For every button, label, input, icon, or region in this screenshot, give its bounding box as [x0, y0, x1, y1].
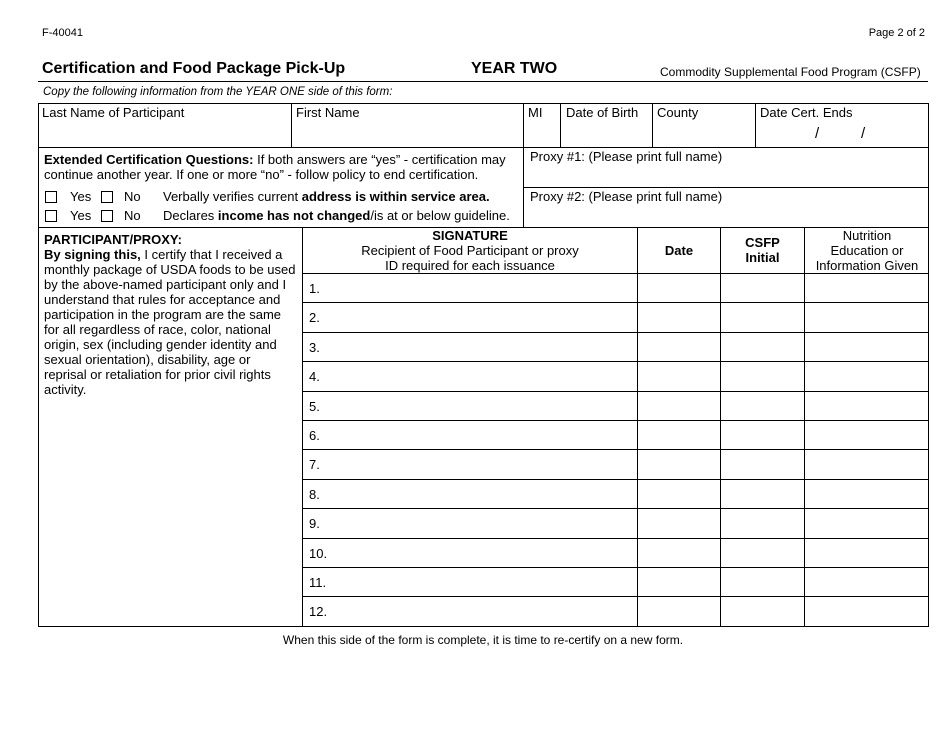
date-separator: / — [815, 125, 820, 142]
signature-cell[interactable] — [303, 333, 637, 361]
signature-cell[interactable] — [303, 303, 637, 331]
date-cell[interactable] — [638, 392, 720, 420]
question-income — [163, 208, 510, 223]
signature-cell[interactable] — [303, 450, 637, 478]
signature-cell[interactable] — [303, 392, 637, 420]
divider — [523, 103, 524, 148]
signature-row-number: 2. — [309, 310, 320, 325]
extended-cert-line2: continue another year. If one or more “no” - follow policy to end certification. — [44, 167, 479, 182]
csfp-initial-cell[interactable] — [721, 597, 804, 625]
nutrition-cell[interactable] — [805, 362, 929, 390]
form-id: F-40041 — [42, 27, 83, 39]
signature-header-sub1: Recipient of Food Participant or proxy — [361, 243, 579, 258]
divider — [291, 103, 292, 148]
date-cell[interactable] — [638, 539, 720, 567]
question-address-prefix: Verbally verifies current — [163, 189, 302, 204]
signature-row-number: 7. — [309, 457, 320, 472]
signature-row-number: 4. — [309, 369, 320, 384]
nutrition-cell[interactable] — [805, 480, 929, 508]
date-cell[interactable] — [638, 597, 720, 625]
q2-yes-label: Yes — [70, 208, 92, 223]
last-name-field[interactable]: Last Name of Participant — [42, 105, 185, 120]
nutrition-cell[interactable] — [805, 392, 929, 420]
question-address-bold: address is within service area. — [301, 189, 490, 204]
certification-statement — [44, 232, 296, 397]
certification-body: I certify that I received a monthly package of USDA foods to be used by the above-named participant only and I understand that rules for acceptance and participation in the program are the same for all regardless of race, color, national origin, sex (including gender identity and sexual orientation), disability, age or reprisal or retaliation for prior civil rights activity. — [44, 247, 296, 397]
csfp-initial-cell[interactable] — [721, 450, 804, 478]
signature-cell[interactable] — [303, 421, 637, 449]
csfp-initial-cell[interactable] — [721, 362, 804, 390]
cert-ends-field[interactable]: Date Cert. Ends — [760, 105, 853, 120]
signature-row-number: 9. — [309, 516, 320, 531]
csfp-initial-cell[interactable] — [721, 539, 804, 567]
divider — [560, 103, 561, 148]
date-cell[interactable] — [638, 333, 720, 361]
program-name: Commodity Supplemental Food Program (CSFP) — [660, 65, 921, 79]
question-income-bold: income has not changed — [217, 208, 371, 223]
proxy1-field[interactable]: Proxy #1: (Please print full name) — [530, 149, 723, 164]
csfp-initial-cell[interactable] — [721, 303, 804, 331]
proxy2-field[interactable]: Proxy #2: (Please print full name) — [530, 189, 723, 204]
nutrition-cell[interactable] — [805, 597, 929, 625]
nutrition-header-line1: Nutrition — [842, 228, 892, 243]
csfp-header-line2: Initial — [745, 250, 780, 265]
extended-cert-heading: Extended Certification Questions: — [44, 152, 254, 167]
signature-row-number: 12. — [309, 604, 328, 619]
csfp-initial-cell[interactable] — [721, 568, 804, 596]
form-title: Certification and Food Package Pick-Up — [42, 60, 346, 77]
csfp-initial-cell[interactable] — [721, 392, 804, 420]
nutrition-cell[interactable] — [805, 509, 929, 537]
signature-row-number: 1. — [309, 281, 320, 296]
q1-no-label: No — [124, 189, 141, 204]
q2-no-checkbox[interactable] — [101, 210, 113, 222]
csfp-initial-header — [721, 235, 804, 265]
certification-lead: By signing this, — [44, 247, 141, 262]
first-name-field[interactable]: First Name — [296, 105, 360, 120]
nutrition-cell[interactable] — [805, 274, 929, 302]
date-cell[interactable] — [638, 568, 720, 596]
middle-initial-field[interactable]: MI — [528, 105, 543, 120]
nutrition-header-line3: Information Given — [815, 258, 919, 273]
date-cell[interactable] — [638, 274, 720, 302]
extended-cert-text — [44, 152, 524, 182]
signature-row-number: 5. — [309, 399, 320, 414]
csfp-initial-cell[interactable] — [721, 333, 804, 361]
divider — [652, 103, 653, 148]
date-separator: / — [861, 125, 866, 142]
date-cell[interactable] — [638, 480, 720, 508]
date-cell[interactable] — [638, 450, 720, 478]
footer-note: When this side of the form is complete, it is time to re-certify on a new form. — [282, 633, 684, 647]
date-header: Date — [664, 243, 694, 258]
signature-cell[interactable] — [303, 362, 637, 390]
signature-cell[interactable] — [303, 597, 637, 625]
nutrition-cell[interactable] — [805, 568, 929, 596]
q1-yes-checkbox[interactable] — [45, 191, 57, 203]
q2-yes-checkbox[interactable] — [45, 210, 57, 222]
nutrition-header — [805, 228, 929, 273]
certification-heading: PARTICIPANT/PROXY: — [44, 232, 182, 247]
header-rule — [38, 81, 928, 82]
nutrition-cell[interactable] — [805, 450, 929, 478]
signature-cell[interactable] — [303, 568, 637, 596]
signature-cell[interactable] — [303, 509, 637, 537]
date-cell[interactable] — [638, 421, 720, 449]
divider — [523, 187, 929, 188]
signature-cell[interactable] — [303, 539, 637, 567]
date-cell[interactable] — [638, 509, 720, 537]
q1-no-checkbox[interactable] — [101, 191, 113, 203]
signature-header-sub2: ID required for each issuance — [385, 258, 555, 273]
signature-header-title: SIGNATURE — [432, 228, 508, 243]
signature-cell[interactable] — [303, 274, 637, 302]
county-field[interactable]: County — [657, 105, 699, 120]
signature-header — [303, 228, 637, 273]
csfp-initial-cell[interactable] — [721, 509, 804, 537]
csfp-initial-cell[interactable] — [721, 480, 804, 508]
q1-yes-label: Yes — [70, 189, 92, 204]
nutrition-cell[interactable] — [805, 539, 929, 567]
signature-row-number: 11. — [309, 575, 327, 590]
q2-no-label: No — [124, 208, 141, 223]
signature-row-number: 6. — [309, 428, 320, 443]
nutrition-cell[interactable] — [805, 421, 929, 449]
divider — [755, 103, 756, 148]
date-of-birth-field[interactable]: Date of Birth — [566, 105, 639, 120]
question-income-prefix: Declares — [163, 208, 218, 223]
question-address — [163, 189, 490, 204]
signature-row-number: 8. — [309, 487, 320, 502]
nutrition-header-line2: Education or — [830, 243, 904, 258]
question-income-suffix: /is at or below guideline. — [370, 208, 510, 223]
extended-cert-line1: If both answers are “yes” - certification may — [253, 152, 506, 167]
date-cell[interactable] — [638, 362, 720, 390]
signature-cell[interactable] — [303, 480, 637, 508]
copy-instruction: Copy the following information from the YEAR ONE side of this form: — [43, 86, 393, 98]
signature-row-number: 10. — [309, 546, 328, 561]
nutrition-cell[interactable] — [805, 303, 929, 331]
csfp-header-line1: CSFP — [745, 235, 780, 250]
page-number: Page 2 of 2 — [868, 27, 925, 39]
date-cell[interactable] — [638, 303, 720, 331]
year-label: YEAR TWO — [471, 60, 558, 77]
csfp-initial-cell[interactable] — [721, 274, 804, 302]
csfp-initial-cell[interactable] — [721, 421, 804, 449]
nutrition-cell[interactable] — [805, 333, 929, 361]
signature-row-number: 3. — [309, 340, 320, 355]
